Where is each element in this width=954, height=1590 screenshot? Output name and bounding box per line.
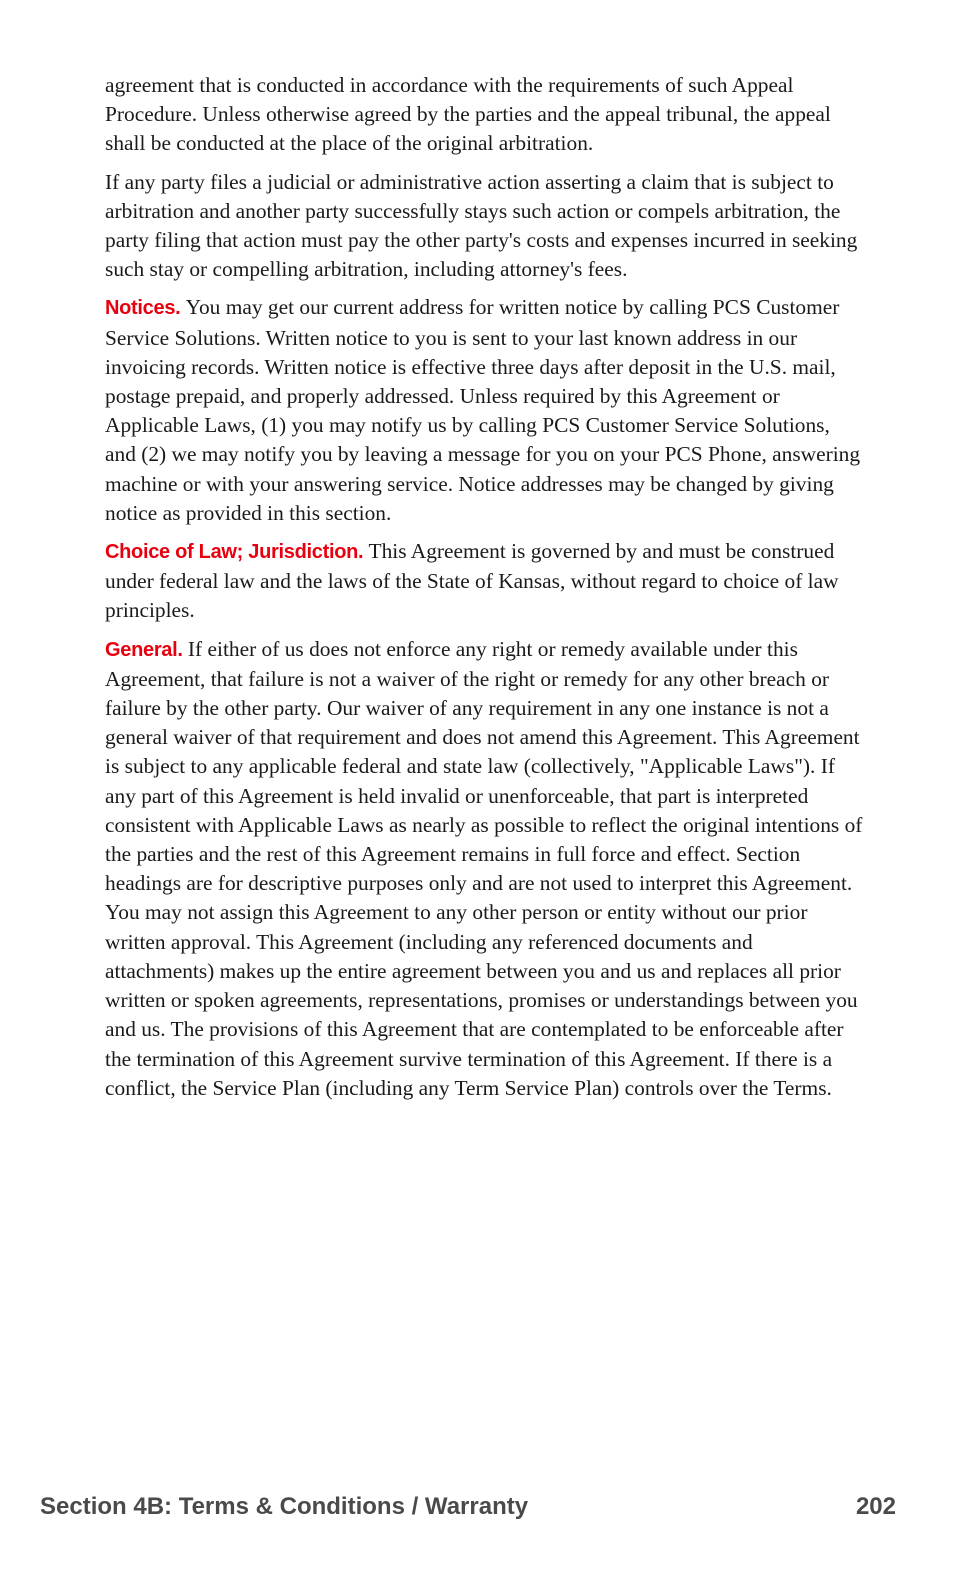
- paragraph-text: This Agreement is governed by and must be construed under federal law and the laws of the State of Kansas, without regard to choice of law principles.: [105, 539, 839, 623]
- choice-of-law-heading: Choice of Law; Jurisdiction.: [105, 541, 369, 564]
- page-footer: [40, 1493, 896, 1521]
- general-heading: General.: [105, 638, 188, 661]
- paragraph-text: You may get our current address for written notice by calling PCS Customer Service Solutions. Written notice to you is sent to your last known address in our invoicing records. Written notice is effective three days after deposit in the U.S. mail, postage prepaid, and properly addressed. Unless required by this Agreement or Applicable Laws, (1) you may notify us by calling PCS Customer Service Solutions, and (2) we may notify you by leaving a message for you on your PCS Phone, answering machine or with your answering service. Notice addresses may be changed by giving notice as provided in this section.: [105, 295, 861, 525]
- paragraph-text: If either of us does not enforce any right or remedy available under this Agreement, that failure is not a waiver of the right or remedy for any other breach or failure by the other party. Our waiver of any requirement in any one instance is not a general waiver of that requirement and does not amend this Agreement. This Agreement is subject to any applicable federal and state law (collectively, "Applicable Laws"). If any part of this Agreement is held invalid or unenforceable, that part is interpreted consistent with Applicable Laws as nearly as possible to reflect the original intentions of the parties and the rest of this Agreement remains in full force and effect. Section headings are for descriptive purposes only and are not used to interpret this Agreement. You may not assign this Agreement to any other person or entity without our prior written approval. This Agreement (including any referenced documents and attachments) makes up the entire agreement between you and us and replaces all prior written or spoken agreements, representations, promises or understandings between you and us. The provisions of this Agreement that are contemplated to be enforceable after the termination of this Agreement survive termination of this Agreement. If there is a conflict, the Service Plan (including any Term Service Plan) controls over the Terms.: [105, 636, 863, 1100]
- paragraph-appeal-procedure: [105, 71, 865, 159]
- notices-heading: Notices.: [105, 297, 186, 320]
- paragraph-text: If any party files a judicial or administrative action asserting a claim that is subject to arbitration and another party successfully stays such action or compels arbitration, the party filing that action must pay the other party's costs and expenses incurred in seeking such stay or compelling arbitration, including attorney's fees.: [105, 169, 858, 282]
- page-number: 202: [855, 1493, 896, 1520]
- paragraph-notices: [105, 293, 865, 528]
- paragraph-text: agreement that is conducted in accordance with the requirements of such Appeal Procedure. Unless otherwise agreed by the parties and the appeal tribunal, the appeal shall be conducted at the place of the original arbitration.: [105, 73, 831, 156]
- paragraph-judicial-action: [105, 168, 865, 285]
- footer-section-title: Section 4B: Terms & Conditions / Warranty: [40, 1493, 529, 1520]
- document-body: [105, 71, 865, 1112]
- paragraph-choice-of-law: [105, 537, 865, 626]
- paragraph-general: [105, 635, 865, 1103]
